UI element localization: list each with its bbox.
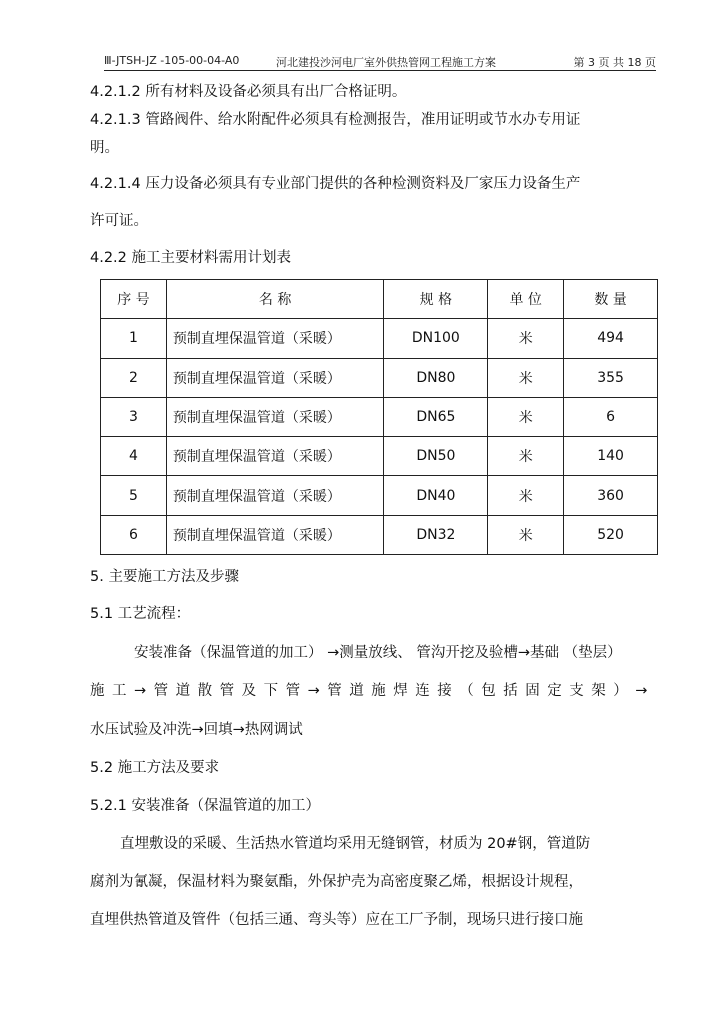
header-unit: 单 位	[488, 280, 564, 319]
document-title: 河北建投沙河电厂室外供热管网工程施工方案	[276, 56, 496, 69]
cell-spec: DN65	[384, 397, 488, 436]
header-seq: 序 号	[101, 280, 167, 319]
section-4-2-2-title: 4.2.2 施工主要材料需用计划表	[90, 250, 292, 266]
page-header	[104, 52, 656, 71]
cell-unit: 米	[488, 358, 564, 397]
paragraph-line-3: 直埋供热管道及管件（包括三通、弯头等）应在工厂予制，现场只进行接口施	[90, 912, 583, 928]
cell-qty: 494	[564, 319, 658, 358]
cell-name: 预制直埋保温管道（采暖）	[166, 319, 384, 358]
cell-spec: DN32	[384, 515, 488, 554]
table-row	[101, 358, 658, 397]
header-name: 名 称	[166, 280, 384, 319]
section-5-1-title: 5.1 工艺流程：	[90, 606, 191, 622]
page-number: 第 3 页 共 18 页	[573, 56, 656, 69]
cell-unit: 米	[488, 397, 564, 436]
clause-4-2-1-2: 4.2.1.2 所有材料及设备必须具有出厂合格证明。	[90, 84, 407, 100]
process-flow-line-2: 施工→管道散管及下管→管道施焊连接（包括固定支架）→	[90, 683, 655, 699]
table-row	[101, 476, 658, 515]
section-5-title: 5. 主要施工方法及步骤	[90, 569, 239, 585]
cell-name: 预制直埋保温管道（采暖）	[166, 437, 384, 476]
cell-name: 预制直埋保温管道（采暖）	[166, 515, 384, 554]
section-5-2-1-title: 5.2.1 安装准备（保温管道的加工）	[90, 798, 321, 814]
cell-unit: 米	[488, 476, 564, 515]
cell-qty: 140	[564, 437, 658, 476]
cell-seq: 4	[101, 437, 167, 476]
clause-4-2-1-3-cont: 明。	[90, 140, 119, 156]
cell-name: 预制直埋保温管道（采暖）	[166, 358, 384, 397]
table-row	[101, 437, 658, 476]
process-flow-line-1: 安装准备（保温管道的加工） →测量放线、 管沟开挖及验槽→基础 （垫层）	[134, 645, 622, 661]
cell-qty: 355	[564, 358, 658, 397]
section-5-2-title: 5.2 施工方法及要求	[90, 760, 220, 776]
cell-seq: 3	[101, 397, 167, 436]
clause-4-2-1-3: 4.2.1.3 管路阀件、给水附配件必须具有检测报告，准用证明或节水办专用证	[90, 112, 581, 128]
table-row	[101, 515, 658, 554]
cell-spec: DN100	[384, 319, 488, 358]
cell-seq: 6	[101, 515, 167, 554]
header-qty: 数 量	[564, 280, 658, 319]
process-flow-line-3: 水压试验及冲洗→回填→热网调试	[90, 722, 303, 738]
cell-qty: 6	[564, 397, 658, 436]
cell-unit: 米	[488, 319, 564, 358]
paragraph-line-1: 直埋敷设的采暖、生活热水管道均采用无缝钢管，材质为 20#钢，管道防	[120, 836, 591, 852]
header-spec: 规 格	[384, 280, 488, 319]
cell-name: 预制直埋保温管道（采暖）	[166, 397, 384, 436]
clause-4-2-1-4-cont: 许可证。	[90, 213, 148, 229]
cell-seq: 1	[101, 319, 167, 358]
cell-spec: DN80	[384, 358, 488, 397]
document-code: Ⅲ-JTSH-JZ -105-00-04-A0	[104, 54, 240, 67]
materials-table	[100, 279, 658, 555]
cell-qty: 520	[564, 515, 658, 554]
cell-unit: 米	[488, 437, 564, 476]
cell-qty: 360	[564, 476, 658, 515]
cell-seq: 5	[101, 476, 167, 515]
cell-spec: DN50	[384, 437, 488, 476]
paragraph-line-2: 腐剂为氰凝，保温材料为聚氨酯，外保护壳为高密度聚乙烯，根据设计规程，	[90, 874, 583, 890]
table-row	[101, 319, 658, 358]
cell-spec: DN40	[384, 476, 488, 515]
clause-4-2-1-4: 4.2.1.4 压力设备必须具有专业部门提供的各种检测资料及厂家压力设备生产	[90, 176, 581, 192]
table-row	[101, 397, 658, 436]
table-header-row	[101, 280, 658, 319]
cell-name: 预制直埋保温管道（采暖）	[166, 476, 384, 515]
cell-seq: 2	[101, 358, 167, 397]
cell-unit: 米	[488, 515, 564, 554]
